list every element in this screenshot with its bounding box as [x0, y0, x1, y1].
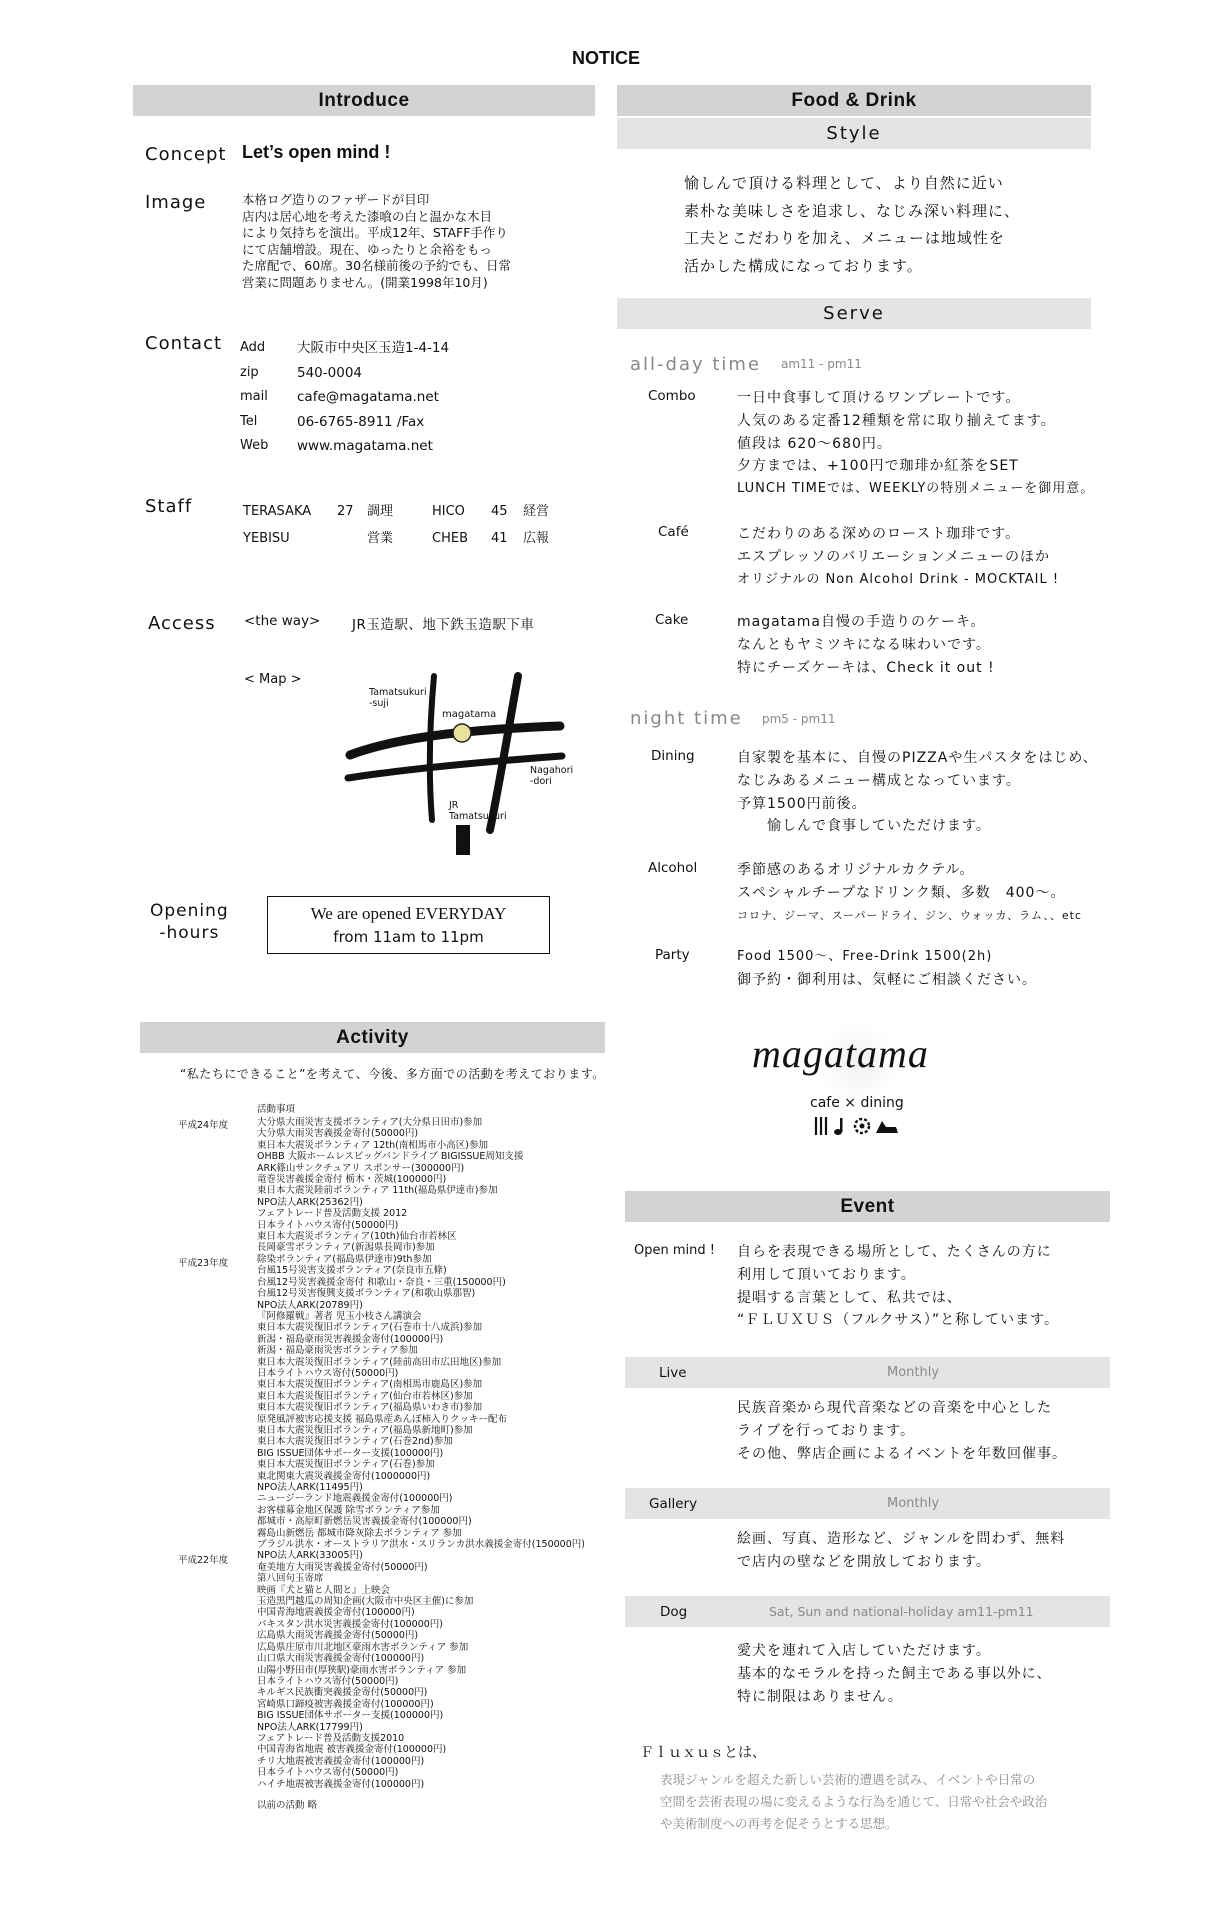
- live-frequency: Monthly: [887, 1365, 940, 1380]
- fluxus-text: [660, 1769, 1047, 1835]
- open-mind-line: 提唱する言葉として、私共では、: [737, 1289, 962, 1306]
- image-line: た席配で、60席。30名様前後の予約でも、日常: [242, 258, 512, 273]
- style-header-bar: [617, 118, 1091, 149]
- night-title: night time: [630, 708, 743, 729]
- activity-item: ブラジル洪水・オーストラリア洪水・スリランカ洪水義援金寄付(150000円): [257, 1539, 585, 1551]
- activity-item: ARK篠山サンクチュアリ スポンサー(300000円): [257, 1162, 465, 1174]
- staff-table: [243, 498, 573, 552]
- logo-text: magatama: [752, 1031, 929, 1076]
- gallery-line: 絵画、写真、造形など、ジャンルを問わず、無料: [737, 1531, 1066, 1547]
- contact-keys: [240, 336, 268, 459]
- activity-item: 日本ライトハウス寄付(50000円): [257, 1767, 399, 1779]
- activity-item: 大分県大雨災害義援金寄付(50000円): [257, 1128, 419, 1140]
- live-line: その他、弊店企画によるイベントを年数回催事。: [737, 1445, 1067, 1462]
- contact-values: [297, 336, 449, 459]
- concept-value: Let’s open mind !: [242, 142, 391, 162]
- cake-line: 特にチーズケーキは、Check it out !: [737, 659, 995, 676]
- combo-text: [737, 387, 1094, 501]
- activity-item: 都城市・高原町新燃岳災害義援金寄付(100000円): [257, 1516, 472, 1528]
- cafe-text: [737, 523, 1059, 591]
- dog-line: 愛犬を連れて入店していただけます。: [737, 1643, 991, 1659]
- staff-name: TERASAKA: [243, 504, 312, 519]
- party-label: Party: [655, 947, 690, 963]
- dining-line: なじみあるメニュー構成となっています。: [737, 772, 1021, 789]
- staff-role: 経営: [523, 504, 550, 519]
- image-description: [242, 192, 511, 291]
- serve-header: Serve: [823, 303, 885, 324]
- contact-key: mail: [240, 389, 268, 404]
- party-text: [737, 946, 1037, 992]
- style-line: 素朴な美味しさを追求し、なじみ深い料理に、: [684, 201, 1021, 220]
- contact-address: 大阪市中央区玉造1-4-14: [297, 340, 450, 356]
- dining-label: Dining: [651, 748, 695, 764]
- image-label: Image: [145, 192, 207, 213]
- night-hours: pm5 - pm11: [762, 712, 836, 726]
- activity-item: 広島県庄原市川北地区豪雨水害ボランティア 参加: [257, 1641, 469, 1653]
- dog-label: Dog: [660, 1604, 688, 1620]
- staff-name: HICO: [432, 504, 465, 519]
- staff-label: Staff: [145, 496, 193, 517]
- activity-item: チリ大地震被害義援金寄付(100000円): [257, 1755, 425, 1767]
- alcohol-line: スペシャルチープなドリンク類、多数 400～。: [737, 884, 1066, 901]
- dog-frequency: Sat, Sun and national-holiday am11-pm11: [769, 1604, 1034, 1619]
- dining-line: 予算1500円前後。: [737, 795, 867, 812]
- introduce-header-bar: [133, 85, 595, 116]
- allday-hours: am11 - pm11: [781, 357, 862, 371]
- map-label-magatama: magatama: [442, 709, 497, 720]
- activity-item: 東日本大震災復旧ボランティア(福島県新地町)参加: [257, 1424, 473, 1436]
- combo-line: 夕方までは、+100円で珈琲か紅茶をSET: [737, 458, 1019, 475]
- access-text: JR玉造駅、地下鉄玉造駅下車: [352, 617, 535, 633]
- activity-item: NPO法人ARK(25362円): [257, 1196, 363, 1208]
- activity-item: 長岡豪雪ボランティア(新潟県長岡市)参加: [257, 1242, 435, 1254]
- activity-item: 東日本大震災復旧ボランティア(福島県いわき市)参加: [257, 1402, 483, 1414]
- open-mind-line: 自らを表現できる場所として、たくさんの方に: [737, 1244, 1052, 1260]
- activity-item: 日本ライトハウス寄付(50000円): [257, 1367, 399, 1379]
- alcohol-text: [737, 859, 1082, 927]
- open-mind-label: Open mind !: [634, 1243, 715, 1258]
- contact-key: Add: [240, 340, 266, 355]
- activity-item: NPO法人ARK(33005円): [257, 1550, 363, 1562]
- cake-line: なんともヤミツキになる味わいです。: [737, 636, 991, 653]
- staff-name: CHEB: [432, 531, 468, 546]
- access-map: [330, 660, 580, 860]
- activity-item: 竜巻災害義援金寄付 栃木・茨城(100000円): [257, 1174, 447, 1186]
- concept-label: Concept: [145, 144, 227, 165]
- map-station-marker: [456, 825, 470, 855]
- fluxus-line: や美術制度への再考を促そうとする思想。: [660, 1816, 898, 1831]
- activity-item: フェアトレード普及活動支援2010: [257, 1732, 405, 1744]
- activity-items-title: 活動事項: [257, 1104, 296, 1115]
- contact-tel: 06-6765-8911 /Fax: [297, 413, 425, 430]
- activity-header-bar: [140, 1022, 605, 1053]
- staff-role: 営業: [367, 531, 394, 546]
- activity-year: 平成22年度: [178, 1555, 229, 1566]
- activity-item: NPO法人ARK(17799円): [257, 1721, 363, 1733]
- activity-item: NPO法人ARK(20789円): [257, 1299, 363, 1311]
- map-road-suji: [430, 676, 434, 820]
- style-text: [684, 170, 1020, 280]
- open-mind-text: [737, 1241, 1059, 1332]
- activity-item: 東北関東大震災義援金寄付(1000000円): [257, 1470, 431, 1482]
- staff-role: 広報: [523, 531, 550, 546]
- allday-title: all-day time: [630, 354, 762, 375]
- activity-item: 中国青海地震義援金寄付(100000円): [257, 1607, 415, 1619]
- activity-item: お客様募金地区保護 除雪ボランティア参加: [257, 1504, 440, 1516]
- event-header: Event: [840, 1196, 895, 1217]
- dog-line: 特に制限はありません。: [737, 1688, 903, 1705]
- activity-item: 東日本大震災復旧ボランティア(石巻)参加: [257, 1459, 435, 1471]
- party-line: 御予約・御利用は、気軽にご相談ください。: [737, 971, 1037, 988]
- activity-item: 霧島山新燃岳 都城市降灰除去ボランティア 参加: [257, 1527, 462, 1539]
- contact-key: Web: [240, 438, 269, 453]
- combo-line: 一日中食事して頂けるワンプレートです。: [737, 390, 1021, 406]
- cake-text: [737, 611, 995, 679]
- activity-item: 日本ライトハウス寄付(50000円): [257, 1675, 399, 1687]
- image-line: にて店舗増設。現在、ゆったりと余裕をもっ: [242, 241, 492, 257]
- live-label: Live: [659, 1365, 687, 1381]
- fluxus-title: Ｆｌｕｘｕｓとは、: [640, 1745, 766, 1761]
- activity-item: 映画『犬と猫と人間と』上映会: [257, 1584, 391, 1596]
- combo-line: 人気のある定番12種類を常に取り揃えてます。: [737, 412, 1056, 429]
- activity-more: 以前の活動 略: [257, 1799, 318, 1811]
- activity-item: 東日本大震災復旧ボランティア(南相馬市鹿島区)参加: [257, 1379, 483, 1391]
- activity-item: 山口県大雨災害義援金寄付(100000円): [257, 1653, 425, 1665]
- activity-item: 台風12号災害義援金寄付 和歌山・奈良・三重(150000円): [257, 1276, 506, 1288]
- contact-zip: 540-0004: [297, 364, 362, 381]
- staff-role: 調理: [367, 504, 394, 519]
- cafe-line: オリジナルの Non Alcohol Drink - MOCKTAIL !: [737, 571, 1060, 587]
- activity-item: 玉造黒門越瓜の周知企画(大阪市中央区主催)に参加: [257, 1596, 474, 1608]
- introduce-header: Introduce: [318, 90, 410, 111]
- contact-web-link[interactable]: www.magatama.net: [297, 438, 433, 454]
- dining-line: 自家製を基本に、自慢のPIZZAや生パスタをはじめ、: [737, 750, 1098, 766]
- activity-item: フェアトレード普及活動支援 2012: [257, 1208, 408, 1220]
- activity-item: 広島県大雨災害義援金寄付(50000円): [257, 1630, 419, 1642]
- live-bar: [625, 1357, 1110, 1388]
- style-header: Style: [826, 123, 882, 144]
- event-header-bar: [625, 1191, 1110, 1222]
- activity-item: 東日本大震災陸前ボランティア 11th(福島県伊達市)参加: [257, 1185, 498, 1197]
- activity-item: 『阿修羅戦』著者 児玉小枝さん講演会: [257, 1310, 422, 1322]
- cake-line: magatama自慢の手造りのケーキ。: [737, 614, 986, 630]
- activity-item: 大分県大雨災害支援ボランティア(大分県日田市)参加: [257, 1117, 483, 1128]
- activity-item: 東日本大震災復旧ボランティア(石巻2nd)参加: [257, 1436, 453, 1448]
- fluxus-line: 空間を芸術表現の場に変えるような行為を通じて、日常や社会や政治: [660, 1794, 1048, 1809]
- dog-line: 基本的なモラルを持った飼主である事以外に、: [737, 1665, 1052, 1682]
- activity-item: BIG ISSUE団体サポーター支援(100000円): [257, 1710, 444, 1722]
- dog-bar: [625, 1596, 1110, 1627]
- gallery-line: で店内の壁などを開放しております。: [737, 1553, 991, 1570]
- combo-line: LUNCH TIMEでは、WEEKLYの特別メニューを御用意。: [737, 481, 1095, 497]
- opening-line2: from 11am to 11pm: [333, 928, 484, 946]
- music-note-icon: [834, 1118, 843, 1135]
- map-label-jr: JR Tamatsukuri: [449, 800, 507, 822]
- activity-item: BIG ISSUE団体サポーター支援(100000円): [257, 1447, 444, 1459]
- alcohol-line: 季節感のあるオリジナルカクテル。: [737, 862, 975, 878]
- activity-item: 山陽小野田市(厚狭駅)豪雨水害ボランティア 参加: [257, 1664, 467, 1676]
- access-label: Access: [148, 613, 216, 634]
- image-line: 店内は居心地を考えた漆喰の白と温かな木目: [242, 208, 493, 224]
- activity-item: 東日本大震災復旧ボランティア(石巻市十八成浜)参加: [257, 1322, 483, 1334]
- activity-item: ニュージーランド地震義援金寄付(100000円): [257, 1493, 453, 1505]
- activity-item: 日本ライトハウス寄付(50000円): [257, 1219, 399, 1231]
- activity-year: 平成24年度: [178, 1120, 229, 1131]
- activity-item: 除染ボランティア(福島県伊達市)9th参加: [257, 1253, 432, 1265]
- image-line: 本格ログ造りのファザードが目印: [242, 192, 430, 207]
- activity-item: 東日本大震災復旧ボランティア(仙台市若林区)参加: [257, 1390, 473, 1402]
- gallery-label: Gallery: [649, 1496, 698, 1512]
- activity-item: 東日本大震災ボランティア(10th)仙台市若林区: [257, 1231, 457, 1243]
- map-label-tamatsukuri-suji: Tamatsukuri -suji: [369, 687, 427, 709]
- activity-item: 奄美地方大雨災害義援金寄付(50000円): [257, 1561, 428, 1573]
- gear-flower-icon: [855, 1119, 869, 1133]
- style-line: 愉しんで頂ける料理として、より自然に近い: [684, 174, 1004, 192]
- staff-name: YEBISU: [243, 531, 290, 546]
- fork-knife-icon: [816, 1117, 826, 1135]
- combo-line: 値段は 620～680円。: [737, 435, 892, 452]
- activity-intro: “私たちにできること”を考えて、今後、多方面での活動を考えております。: [180, 1067, 605, 1081]
- contact-key: Tel: [240, 413, 258, 429]
- fluxus-line: 表現ジャンルを超えた新しい芸術的遭遇を試み、イベントや日常の: [660, 1772, 1036, 1787]
- party-line: Food 1500～、Free-Drink 1500(2h): [737, 949, 993, 964]
- food-drink-header-bar: [617, 85, 1091, 116]
- staff-num: 41: [491, 531, 508, 546]
- activity-item: 新潟・福島豪雨災害ボランティア参加: [257, 1345, 418, 1357]
- alcohol-line: コロナ、ジーマ、スーパードライ、ジン、ウォッカ、ラム、、etc: [737, 908, 1082, 922]
- open-mind-line: 利用して頂いております。: [737, 1266, 916, 1283]
- gallery-text: [737, 1528, 1065, 1574]
- activity-item: 原発風評被害応援支援 福島県産あんぽ柿入りクッキー配布: [257, 1413, 508, 1425]
- combo-label: Combo: [648, 388, 696, 404]
- access-way: <the way>: [244, 613, 321, 629]
- cafe-label: Café: [658, 524, 689, 540]
- style-line: 活かした構成になっております。: [684, 256, 923, 275]
- dining-text: [737, 747, 1098, 838]
- contact-key: zip: [240, 364, 259, 380]
- serve-header-bar: [617, 298, 1091, 329]
- activity-item: 中国青海省地震 被害義援金寄付(100000円): [257, 1744, 447, 1756]
- opening-hours-box: [267, 896, 550, 954]
- activity-item: パキスタン洪水災害義援金寄付(100000円): [257, 1618, 443, 1630]
- style-line: 工夫とこだわりを加え、メニューは地域性を: [684, 229, 1005, 247]
- food-drink-header: Food & Drink: [791, 90, 917, 111]
- activity-item: キルギス民族衝突義援金寄付(50000円): [257, 1687, 428, 1699]
- gallery-frequency: Monthly: [887, 1496, 940, 1511]
- contact-email-link[interactable]: cafe@magatama.net: [297, 389, 439, 405]
- contact-label: Contact: [145, 333, 223, 354]
- activity-year: 平成23年度: [178, 1258, 229, 1269]
- gallery-bar: [625, 1488, 1110, 1519]
- activity-item: 東日本大震災復旧ボランティア(陸前高田市広田地区)参加: [257, 1356, 502, 1368]
- activity-list: [257, 1117, 585, 1811]
- open-mind-line: “ＦＬＵＸＵＳ（フルクサス）”と称しています。: [737, 1312, 1059, 1329]
- alcohol-label: Alcohol: [648, 860, 698, 876]
- activity-item: 新潟・福島豪雨災害義援金寄付(100000円): [257, 1333, 444, 1345]
- map-shop-marker: [453, 724, 471, 742]
- activity-item: ハイチ地震被害義援金寄付(100000円): [257, 1778, 425, 1790]
- dining-line: 愉しんで食事していただけます。: [737, 818, 991, 835]
- opening-label: Opening -hours: [150, 901, 229, 943]
- activity-item: 台風15号災害支援ボランティア(奈良市五條): [257, 1265, 447, 1277]
- staff-num: 27: [337, 504, 354, 519]
- live-line: ライブを行っております。: [737, 1422, 916, 1439]
- opening-line1: We are opened EVERYDAY: [310, 904, 507, 923]
- live-line: 民族音楽から現代音楽などの音楽を中心とした: [737, 1400, 1052, 1416]
- live-text: [737, 1397, 1067, 1465]
- image-line: 営業に問題ありません。(開業1998年10月): [242, 274, 488, 290]
- activity-item: NPO法人ARK(11495円): [257, 1482, 363, 1493]
- activity-header: Activity: [336, 1027, 409, 1048]
- map-label-nagahori: Nagahori -dori: [530, 765, 574, 787]
- image-line: により気持ちを演出。平成12年、STAFF手作り: [242, 225, 508, 240]
- activity-item: 東日本大震災ボランティア 12th(南相馬市小高区)参加: [257, 1139, 489, 1151]
- cafe-line: エスプレッソのバリエーションメニューのほか: [737, 548, 1051, 565]
- activity-item: 台風12号災害復興支援ボランティア(和歌山県那智): [257, 1288, 476, 1300]
- logo-icons: [812, 1115, 902, 1137]
- staff-row: [243, 525, 573, 552]
- logo-subtitle: cafe × dining: [810, 1095, 904, 1111]
- activity-item: 宮崎県口蹄疫被害義援金寄付(100000円): [257, 1698, 434, 1710]
- dog-icon: [876, 1121, 898, 1133]
- staff-row: [243, 498, 573, 525]
- dog-text: [737, 1640, 1052, 1708]
- cafe-line: こだわりのある深めのロースト珈琲です。: [737, 526, 1021, 542]
- map-label: < Map >: [244, 672, 302, 687]
- cake-label: Cake: [655, 612, 689, 628]
- activity-item: 第八回句玉寄席: [257, 1573, 324, 1585]
- activity-item: OHBB 大阪ホームレスビッグバンドライブ BIGISSUE周知支援: [257, 1151, 524, 1163]
- staff-num: 45: [491, 504, 508, 519]
- notice-title: NOTICE: [572, 48, 641, 68]
